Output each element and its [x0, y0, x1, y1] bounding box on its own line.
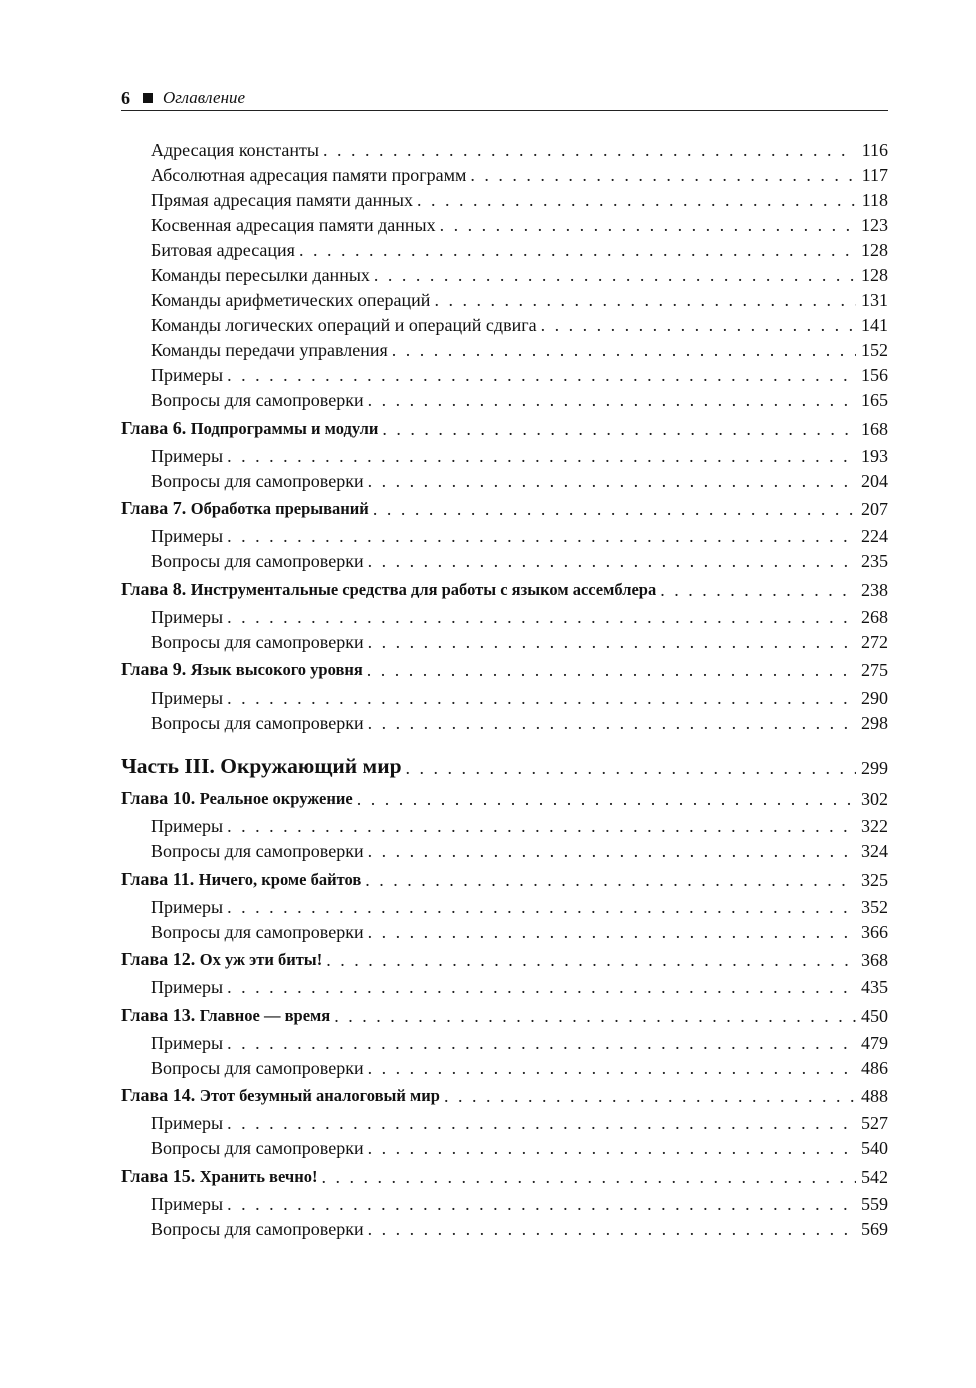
toc-entry-label	[121, 1085, 440, 1106]
toc-page-number: 559	[861, 1194, 888, 1214]
chapter-number: Глава 9.	[121, 659, 187, 679]
toc-entry	[151, 547, 888, 571]
toc-page-number: 569	[861, 1219, 888, 1239]
dot-leader	[417, 190, 856, 210]
toc-page-number: 324	[861, 841, 888, 861]
dot-leader	[227, 1033, 856, 1053]
toc-part-entry	[121, 750, 888, 778]
toc-entry-label: Вопросы для самопроверки	[151, 390, 364, 410]
chapter-number: Глава 11.	[121, 869, 195, 889]
chapter-title: Подпрограммы и модули	[190, 419, 379, 438]
chapter-title: Инструментальные средства для работы с языком ассемблера	[190, 580, 657, 599]
toc-entry	[151, 918, 888, 942]
toc-page-number: 128	[861, 265, 888, 285]
toc-entry	[151, 136, 888, 160]
toc-entry	[151, 386, 888, 410]
toc-chapter-entry	[121, 866, 888, 890]
toc-entry-label: Вопросы для самопроверки	[151, 841, 364, 861]
chapter-title: Этот безумный аналоговый мир	[199, 1086, 440, 1105]
toc-entry-label: Адресация константы	[151, 140, 319, 160]
chapter-title: Реальное окружение	[199, 789, 353, 808]
dot-leader	[367, 660, 856, 680]
dot-leader	[323, 140, 856, 160]
dot-leader	[227, 688, 856, 708]
toc-page-number: 302	[861, 789, 888, 809]
toc-entry-label: Команды пересылки данных	[151, 265, 370, 285]
square-bullet-icon	[143, 93, 153, 103]
toc-entry	[151, 161, 888, 185]
dot-leader	[227, 1194, 856, 1214]
toc-entry-label: Примеры	[151, 816, 224, 836]
toc-entry	[151, 973, 888, 997]
toc-chapter-entry	[121, 1082, 888, 1106]
dot-leader	[227, 816, 856, 836]
dot-leader	[334, 1006, 856, 1026]
toc-entry-label: Примеры	[151, 365, 224, 385]
toc-entry-label: Команды арифметических операций	[151, 290, 431, 310]
dot-leader	[368, 471, 856, 491]
toc-entry-label: Прямая адресация памяти данных	[151, 190, 413, 210]
dot-leader	[444, 1086, 856, 1106]
toc-entry	[151, 1054, 888, 1078]
toc-page-number: 207	[861, 499, 888, 519]
toc-entry-label	[121, 949, 322, 970]
toc-entry-label: Вопросы для самопроверки	[151, 922, 364, 942]
toc-page-number: 117	[861, 165, 888, 185]
toc-entry	[151, 893, 888, 917]
chapter-title: Обработка прерываний	[190, 499, 369, 518]
chapter-title: Ничего, кроме байтов	[198, 870, 362, 889]
toc-page-number: 224	[861, 526, 888, 546]
toc-page-number: 275	[861, 660, 888, 680]
toc-entry-label: Примеры	[151, 446, 224, 466]
dot-leader	[440, 215, 856, 235]
toc-entry-label	[121, 418, 378, 439]
toc-page-number: 123	[861, 215, 888, 235]
toc-entry-label	[121, 498, 369, 519]
dot-leader	[406, 758, 856, 778]
toc-entry	[151, 1134, 888, 1158]
toc-page-number: 156	[861, 365, 888, 385]
chapter-number: Глава 13.	[121, 1005, 196, 1025]
toc-entry-label: Команды логических операций и операций сдвига	[151, 315, 537, 335]
dot-leader	[227, 977, 856, 997]
dot-leader	[368, 632, 856, 652]
toc-entry-label: Команды передачи управления	[151, 340, 388, 360]
toc-entry	[151, 467, 888, 491]
chapter-number: Глава 15.	[121, 1166, 196, 1186]
toc-entry-label	[121, 659, 363, 680]
toc-page-number: 204	[861, 471, 888, 491]
toc-entry-label: Примеры	[151, 607, 224, 627]
dot-leader	[227, 446, 856, 466]
toc-page-number: 268	[861, 607, 888, 627]
toc-page-number: 165	[861, 390, 888, 410]
toc-entry-label: Вопросы для самопроверки	[151, 1138, 364, 1158]
dot-leader	[227, 897, 856, 917]
page-number: 6	[121, 88, 130, 108]
toc-entry-label: Примеры	[151, 1194, 224, 1214]
dot-leader	[368, 551, 856, 571]
toc-entry	[151, 1190, 888, 1214]
toc-entry	[151, 628, 888, 652]
toc-entry	[151, 812, 888, 836]
toc-page-number: 450	[861, 1006, 888, 1026]
toc-page-number: 352	[861, 897, 888, 917]
dot-leader	[368, 1058, 856, 1078]
toc-entry	[151, 361, 888, 385]
toc-chapter-entry	[121, 415, 888, 439]
dot-leader	[368, 841, 856, 861]
chapter-title: Хранить вечно!	[199, 1167, 318, 1186]
toc-page-number: 116	[861, 140, 888, 160]
toc-chapter-entry	[121, 1002, 888, 1026]
toc-entry-label: Вопросы для самопроверки	[151, 713, 364, 733]
toc-page-number: 527	[861, 1113, 888, 1133]
dot-leader	[368, 1219, 856, 1239]
toc-page-number: 299	[861, 758, 888, 778]
dot-leader	[227, 1113, 856, 1133]
toc-chapter-entry	[121, 785, 888, 809]
toc-entry-label: Косвенная адресация памяти данных	[151, 215, 436, 235]
toc-page-number: 290	[861, 688, 888, 708]
toc-page-number: 435	[861, 977, 888, 997]
toc-entry	[151, 211, 888, 235]
chapter-number: Глава 6.	[121, 418, 187, 438]
toc-entry	[151, 1109, 888, 1133]
toc-page-number: 238	[861, 580, 888, 600]
toc-page-number: 193	[861, 446, 888, 466]
chapter-number: Глава 8.	[121, 579, 187, 599]
toc-entry-label: Примеры	[151, 897, 224, 917]
toc-entry	[151, 709, 888, 733]
toc-entry-label: Битовая адресация	[151, 240, 295, 260]
toc-entry	[151, 1029, 888, 1053]
dot-leader	[434, 290, 856, 310]
toc-entry	[151, 603, 888, 627]
dot-leader	[227, 607, 856, 627]
running-header	[121, 86, 888, 111]
toc-page-number: 366	[861, 922, 888, 942]
chapter-number: Глава 10.	[121, 788, 196, 808]
toc-page-number: 322	[861, 816, 888, 836]
toc-entry-label	[121, 869, 361, 890]
dot-leader	[382, 419, 856, 439]
toc-entry	[151, 442, 888, 466]
toc-entry-label: Примеры	[151, 688, 224, 708]
toc-page-number: 131	[861, 290, 888, 310]
toc-entry	[151, 236, 888, 260]
dot-leader	[660, 580, 856, 600]
dot-leader	[373, 499, 856, 519]
toc-page-number: 235	[861, 551, 888, 571]
toc-chapter-entry	[121, 1163, 888, 1187]
running-header-title: Оглавление	[163, 88, 246, 107]
toc-entry-label: Вопросы для самопроверки	[151, 1058, 364, 1078]
toc-entry	[151, 186, 888, 210]
toc-page-number: 542	[861, 1167, 888, 1187]
toc-page-number: 141	[861, 315, 888, 335]
toc-page-number: 128	[861, 240, 888, 260]
toc-entry-label: Примеры	[151, 526, 224, 546]
toc-page-number: 272	[861, 632, 888, 652]
toc-page-number: 368	[861, 950, 888, 970]
toc-entry	[151, 522, 888, 546]
dot-leader	[227, 365, 856, 385]
toc-entry-label: Вопросы для самопроверки	[151, 471, 364, 491]
toc-chapter-entry	[121, 576, 888, 600]
dot-leader	[321, 1167, 856, 1187]
toc-chapter-entry	[121, 946, 888, 970]
dot-leader	[365, 870, 856, 890]
dot-leader	[299, 240, 856, 260]
toc-entry-label: Вопросы для самопроверки	[151, 551, 364, 571]
toc-entry-label: Примеры	[151, 1113, 224, 1133]
dot-leader	[541, 315, 856, 335]
toc-page-number: 298	[861, 713, 888, 733]
chapter-number: Глава 12.	[121, 949, 196, 969]
dot-leader	[470, 165, 856, 185]
toc-entry	[151, 286, 888, 310]
toc-entry	[151, 261, 888, 285]
toc-entry-label: Абсолютная адресация памяти программ	[151, 165, 467, 185]
dot-leader	[326, 950, 856, 970]
toc-entry-label: Примеры	[151, 977, 224, 997]
toc-page-number: 540	[861, 1138, 888, 1158]
chapter-title: Ох уж эти биты!	[199, 950, 323, 969]
toc-chapter-entry	[121, 495, 888, 519]
toc-chapter-entry	[121, 656, 888, 680]
toc-entry-label: Примеры	[151, 1033, 224, 1053]
toc-entry-label: Вопросы для самопроверки	[151, 1219, 364, 1239]
dot-leader	[368, 390, 856, 410]
toc-page-number: 118	[861, 190, 888, 210]
toc-entry-label	[121, 1005, 330, 1026]
toc-entry-label	[121, 788, 353, 809]
toc-entry	[151, 311, 888, 335]
toc-page-number: 486	[861, 1058, 888, 1078]
dot-leader	[368, 922, 856, 942]
chapter-number: Глава 7.	[121, 498, 187, 518]
toc-entry	[151, 684, 888, 708]
chapter-title: Главное — время	[199, 1006, 331, 1025]
dot-leader	[227, 526, 856, 546]
toc-page-number: 479	[861, 1033, 888, 1053]
toc-page-number: 488	[861, 1086, 888, 1106]
dot-leader	[357, 789, 856, 809]
toc-page-number: 168	[861, 419, 888, 439]
toc-page-number: 152	[861, 340, 888, 360]
dot-leader	[392, 340, 856, 360]
toc-entry	[151, 336, 888, 360]
chapter-title: Язык высокого уровня	[190, 660, 363, 679]
dot-leader	[374, 265, 856, 285]
toc-entry	[151, 1215, 888, 1239]
dot-leader	[368, 1138, 856, 1158]
toc-entry-label: Вопросы для самопроверки	[151, 632, 364, 652]
toc-page-number: 325	[861, 870, 888, 890]
toc-entry-label	[121, 579, 656, 600]
dot-leader	[368, 713, 856, 733]
chapter-number: Глава 14.	[121, 1085, 196, 1105]
toc-entry-label: Часть III. Окружающий мир	[121, 754, 402, 778]
toc-entry-label	[121, 1166, 317, 1187]
toc-entry	[151, 837, 888, 861]
